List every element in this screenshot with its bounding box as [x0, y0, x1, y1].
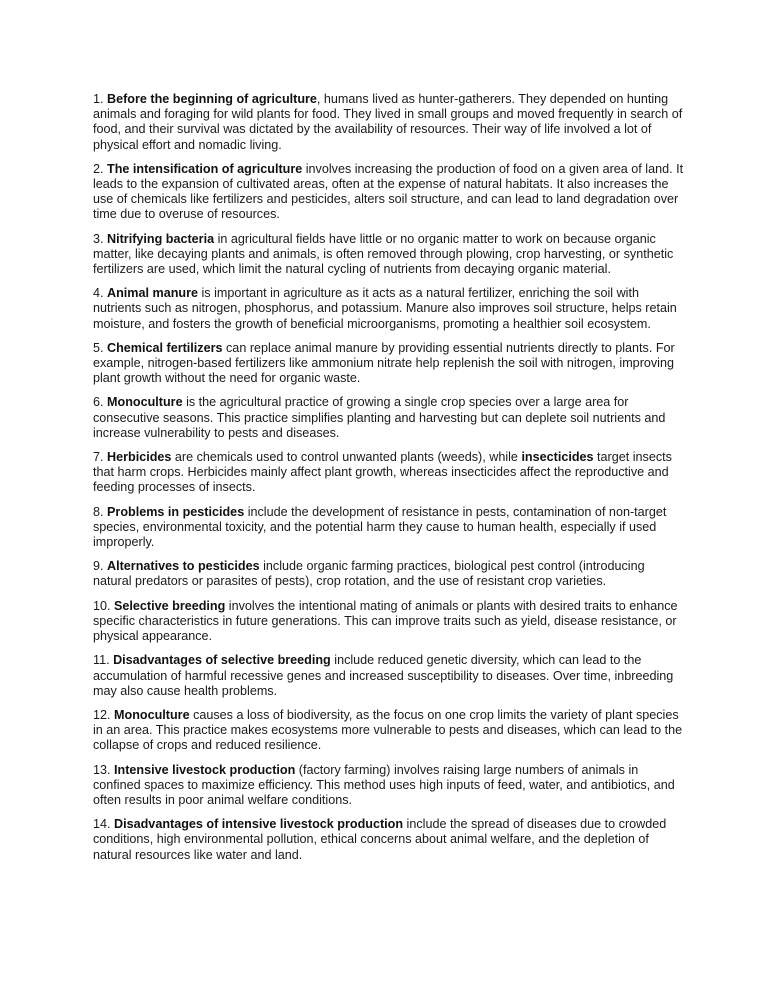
paragraph-number: 12. — [93, 707, 111, 722]
paragraph-number: 11. — [93, 653, 110, 668]
numbered-paragraph — [93, 395, 685, 441]
paragraph-text: is important in agriculture as it acts as a natural fertilizer, enriching the soil with nutrients such as nitrogen, phosphorus, and potassium. Manure also improves soil structure, helps retain moisture, and fosters the growth of beneficial microorganisms, promoting a healthier soil ecosystem. — [93, 286, 677, 331]
numbered-paragraph — [93, 559, 685, 589]
paragraph-number: 6. — [93, 395, 104, 410]
paragraph-number: 1. — [93, 92, 104, 106]
numbered-paragraph — [93, 92, 685, 153]
bold-term: Disadvantages of intensive livestock production — [114, 817, 404, 832]
paragraph-text: involves the intentional mating of animals or plants with desired traits to enhance specific characteristics in future generations. This can improve traits such as yield, disease resistance, or physical appearance. — [93, 598, 678, 644]
bold-term: Before the beginning of agriculture — [107, 92, 317, 106]
paragraph-text: is the agricultural practice of growing a single crop species over a large area for consecutive seasons. This practice simplifies planting and harvesting but can deplete soil nutrients and increase vulnerability to pests and diseases. — [93, 395, 666, 440]
numbered-paragraph — [93, 763, 685, 809]
paragraph-text: include the development of resistance in pests, contamination of non-target species, environmental toxicity, and the potential harm they cause to human health, especially if used improperly. — [93, 504, 667, 550]
bold-term: Selective breeding — [114, 598, 226, 613]
bold-term: Monoculture — [107, 395, 183, 410]
paragraph-text: include organic farming practices, biological pest control (introducing natural predators or parasites of pests), crop rotation, and the use of resistant crop varieties. — [93, 559, 645, 589]
paragraph-text: , humans lived as hunter-gatherers. They depended on hunting animals and foraging for wild plants for food. They lived in small groups and moved frequently in search of food, and their survival was dictated by the availability of resources. Their way of life involved a lot of physical effort and nomadic living. — [93, 92, 683, 152]
bold-term: insecticides — [521, 450, 594, 465]
bold-term: Monoculture — [114, 707, 190, 722]
paragraph-text: include reduced genetic diversity, which can lead to the accumulation of harmful recessive genes and increased susceptibility to diseases. Over time, inbreeding may also cause health problems. — [93, 653, 674, 698]
bold-term: Nitrifying bacteria — [107, 231, 215, 246]
bold-term: Animal manure — [107, 286, 198, 301]
bold-term: Alternatives to pesticides — [107, 559, 260, 574]
bold-term: Intensive livestock production — [114, 762, 296, 777]
paragraph-number: 3. — [93, 231, 104, 246]
bold-term: The intensification of agriculture — [107, 161, 303, 176]
bold-term: Disadvantages of selective breeding — [113, 653, 331, 668]
paragraph-text: can replace animal manure by providing essential nutrients directly to plants. For example, nitrogen-based fertilizers like ammonium nitrate help replenish the soil with nitrogen, improving plant growth without the need for organic waste. — [93, 340, 675, 386]
numbered-paragraph — [93, 653, 685, 699]
numbered-paragraph — [93, 708, 685, 754]
numbered-paragraph — [93, 162, 685, 223]
paragraph-number: 14. — [93, 817, 111, 832]
paragraph-text: involves increasing the production of food on a given area of land. It leads to the expansion of cultivated areas, often at the expense of natural habitats. It also increases the use of chemicals like fertilizers and pesticides, alters soil structure, and can lead to land degradation over time due to overuse of resources. — [93, 161, 684, 222]
paragraph-number: 13. — [93, 762, 111, 777]
paragraph-number: 2. — [93, 161, 104, 176]
paragraph-text: are chemicals used to control unwanted plants (weeds), while — [171, 450, 522, 465]
numbered-paragraph — [93, 505, 685, 551]
paragraph-number: 4. — [93, 286, 104, 301]
bold-term: Herbicides — [107, 450, 172, 465]
document-body — [93, 92, 685, 872]
numbered-paragraph — [93, 817, 685, 863]
paragraph-number: 5. — [93, 340, 104, 355]
numbered-paragraph — [93, 599, 685, 645]
paragraph-text: (factory farming) involves raising large numbers of animals in confined spaces to maximize efficiency. This method uses high inputs of feed, water, and antibiotics, and often results in poor animal welfare conditions. — [93, 762, 675, 807]
numbered-paragraph — [93, 450, 685, 496]
paragraph-text: causes a loss of biodiversity, as the focus on one crop limits the variety of plant species in an area. This practice makes ecosystems more vulnerable to pests and diseases, which can lead to the collapse of crops and reduced resilience. — [93, 707, 683, 753]
paragraph-text: include the spread of diseases due to crowded conditions, high environmental pollution, ethical concerns about animal welfare, and the depletion of natural resources like water and land. — [93, 817, 667, 862]
paragraph-number: 10. — [93, 598, 111, 613]
paragraph-number: 7. — [93, 450, 104, 465]
paragraph-number: 9. — [93, 559, 104, 574]
paragraph-number: 8. — [93, 504, 104, 519]
paragraph-text: in agricultural fields have little or no organic matter to work on because organic matter, like decaying plants and animals, is often removed through plowing, crop harvesting, or synthetic fertilizers are used, which limit the natural cycling of nutrients from decaying organic material. — [93, 231, 674, 277]
bold-term: Chemical fertilizers — [107, 340, 223, 355]
paragraph-text: target insects that harm crops. Herbicides mainly affect plant growth, whereas insecticides affect the reproductive and feeding processes of insects. — [93, 450, 672, 495]
bold-term: Problems in pesticides — [107, 504, 245, 519]
numbered-paragraph — [93, 341, 685, 387]
numbered-paragraph — [93, 286, 685, 332]
numbered-paragraph — [93, 232, 685, 278]
